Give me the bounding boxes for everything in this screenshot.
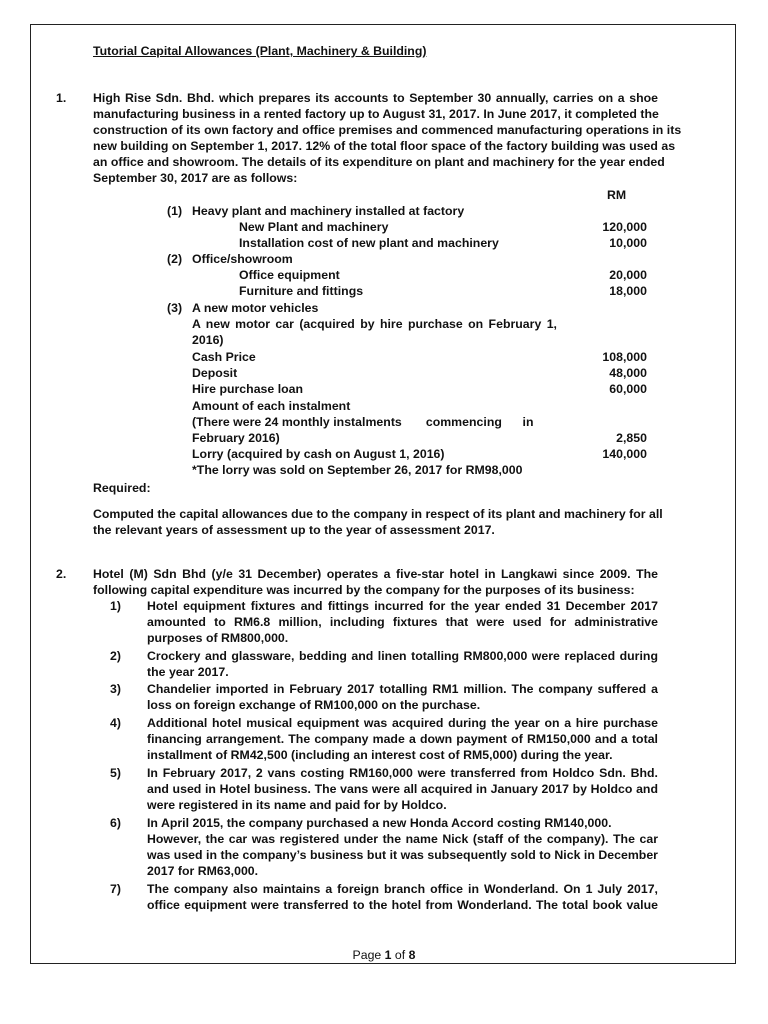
item-2b-text: Furniture and fittings — [239, 284, 364, 298]
hp-loan-label: Hire purchase loan — [192, 382, 304, 396]
item-2b-amount: 18,000 — [609, 284, 647, 298]
item-2-label: (2) — [167, 252, 183, 266]
q2-item-line: Chandelier imported in February 2017 totalling RM1 million. The company suffered a — [147, 682, 658, 696]
question-2-number: 2. — [56, 567, 67, 581]
motor-car-line: A new motor car (acquired by hire purchase on February 1, — [192, 317, 557, 331]
lorry-note: *The lorry was sold on September 26, 2017 for RM98,000 — [192, 463, 523, 477]
q1-para-line: September 30, 2017 are as follows: — [93, 171, 298, 185]
item-2a-text: Office equipment — [239, 268, 340, 282]
item-2a-amount: 20,000 — [609, 268, 647, 282]
q2-item-label: 4) — [110, 716, 121, 730]
deposit-amount: 48,000 — [609, 366, 647, 380]
q2-item-label: 3) — [110, 682, 121, 696]
q1-para-line: manufacturing business in a rented factory up to August 31, 2017. In June 2017, it completed the — [93, 107, 659, 121]
cash-price-label: Cash Price — [192, 350, 256, 364]
footer-prefix: Page — [352, 948, 385, 962]
required-label: Required: — [93, 481, 151, 495]
item-2-heading: Office/showroom — [192, 252, 293, 266]
q2-item-label: 5) — [110, 766, 121, 780]
page-footer — [0, 948, 768, 962]
q2-item-line: In February 2017, 2 vans costing RM160,000 were transferred from Holdco Sdn. Bhd. — [147, 766, 658, 780]
q2-item-line: was used in the company’s business but it was subsequently sold to Nick in December — [147, 848, 658, 862]
footer-current-page: 1 — [384, 948, 392, 962]
q2-item-line: 2017 for RM63,000. — [147, 864, 259, 878]
item-1b-amount: 10,000 — [609, 236, 647, 250]
hp-loan-amount: 60,000 — [609, 382, 647, 396]
q1-para-line: an office and showroom. The details of its expenditure on plant and machinery for the year ended — [93, 155, 665, 169]
q2-item-line: Additional hotel musical equipment was acquired during the year on a hire purchase — [147, 716, 658, 730]
q2-item-line: office equipment were transferred to the hotel from Wonderland. The total book value — [147, 898, 658, 912]
q2-item-line: amounted to RM6.8 million, including fixtures that were used for administrative — [147, 615, 658, 629]
deposit-label: Deposit — [192, 366, 238, 380]
q2-intro-line: following capital expenditure was incurred by the company for the purposes of its business: — [93, 583, 635, 597]
q2-item-line: and used in Hotel business. The vans were all acquired in January 2017 by Holdco and — [147, 782, 658, 796]
q2-item-label: 6) — [110, 816, 121, 830]
item-1-label: (1) — [167, 204, 183, 218]
item-1-heading: Heavy plant and machinery installed at factory — [192, 204, 465, 218]
q1-para-line: new building on September 1, 2017. 12% of the total floor space of the factory building was used as — [93, 139, 676, 153]
footer-of: of — [391, 948, 409, 962]
q2-intro-line: Hotel (M) Sdn Bhd (y/e 31 December) operates a five-star hotel in Langkawi since 2009. The — [93, 567, 658, 581]
cash-price-amount: 108,000 — [602, 350, 647, 364]
q1-para-line: High Rise Sdn. Bhd. which prepares its accounts to September 30 annually, carries on a shoe — [93, 91, 658, 105]
item-1a-text: New Plant and machinery — [239, 220, 389, 234]
footer-total-pages: 8 — [408, 948, 416, 962]
lorry-amount: 140,000 — [602, 447, 647, 461]
q2-item-label: 7) — [110, 882, 121, 896]
q2-item-line: the year 2017. — [147, 665, 229, 679]
required-line: Computed the capital allowances due to the company in respect of its plant and machinery for all — [93, 507, 663, 521]
currency-header: RM — [607, 188, 627, 202]
q2-item-line: installment of RM42,500 (including an interest cost of RM5,000) during the year. — [147, 748, 613, 762]
item-3-label: (3) — [167, 301, 183, 315]
lorry-label: Lorry (acquired by cash on August 1, 2016) — [192, 447, 445, 461]
q2-item-line: Crockery and glassware, bedding and linen totalling RM800,000 were replaced during — [147, 649, 658, 663]
q2-item-line: Hotel equipment fixtures and fittings incurred for the year ended 31 December 2017 — [147, 599, 658, 613]
item-1a-amount: 120,000 — [602, 220, 647, 234]
instalment-note-line: (There were 24 monthly instalments commencing in — [192, 415, 534, 429]
document-title: Tutorial Capital Allowances (Plant, Machinery & Building) — [93, 44, 427, 58]
q1-para-line: construction of its own factory and office premises and commenced manufacturing operations in its — [93, 123, 682, 137]
q2-item-line: loss on foreign exchange of RM100,000 on the purchase. — [147, 698, 481, 712]
motor-car-line: 2016) — [192, 333, 224, 347]
question-1-number: 1. — [56, 91, 67, 105]
required-line: the relevant years of assessment up to the year of assessment 2017. — [93, 523, 495, 537]
q2-item-line: purposes of RM800,000. — [147, 631, 289, 645]
instalment-label: Amount of each instalment — [192, 399, 351, 413]
q2-item-line: were registered in its name and paid for by Holdco. — [147, 798, 447, 812]
q2-item-label: 2) — [110, 649, 121, 663]
item-3-heading: A new motor vehicles — [192, 301, 319, 315]
instalment-note-line: February 2016) — [192, 431, 280, 445]
instalment-amount: 2,850 — [616, 431, 647, 445]
item-1b-text: Installation cost of new plant and machinery — [239, 236, 499, 250]
q2-item-line: The company also maintains a foreign branch office in Wonderland. On 1 July 2017, — [147, 882, 658, 896]
q2-item-line: financing arrangement. The company made a down payment of RM150,000 and a total — [147, 732, 658, 746]
q2-item-line: However, the car was registered under the name Nick (staff of the company). The car — [147, 832, 658, 846]
q2-item-line: In April 2015, the company purchased a new Honda Accord costing RM140,000. — [147, 816, 612, 830]
q2-item-label: 1) — [110, 599, 121, 613]
